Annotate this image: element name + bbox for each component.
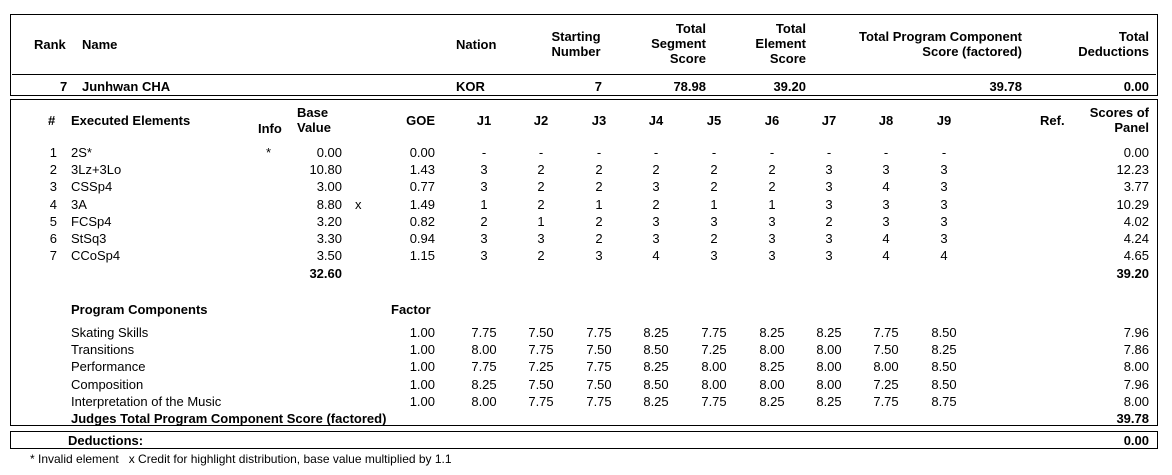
judge-score: 8.50 — [931, 376, 957, 392]
judge-score: 3 — [480, 231, 488, 246]
element-code: 3A — [71, 196, 87, 212]
judge-score: 2 — [768, 179, 776, 195]
element-base-value: 3.30 — [316, 231, 342, 246]
element-mark: x — [355, 196, 362, 212]
judge-score: 3 — [710, 213, 718, 229]
element-number: 6 — [49, 231, 57, 246]
judge-score: 3 — [825, 248, 833, 264]
judge-score: 8.00 — [701, 359, 727, 375]
judge-score: 7.75 — [701, 393, 727, 409]
judge-score: - — [653, 145, 659, 160]
judge-score: 3 — [882, 162, 890, 178]
col-goe-header: GOE — [406, 113, 435, 128]
deductions-label: Deductions: — [68, 433, 144, 448]
judge-score: 2 — [537, 162, 545, 178]
judge-score: 8.25 — [759, 359, 785, 375]
judge-score: 8.25 — [471, 376, 497, 392]
element-number: 7 — [49, 248, 57, 264]
judge-score: 8.00 — [701, 376, 727, 392]
judge-score: 8.00 — [471, 393, 497, 409]
judge-score: 3 — [537, 231, 545, 246]
judge-score: 3 — [652, 213, 660, 229]
judge-score: 8.00 — [873, 359, 899, 375]
judge-score: 1 — [710, 196, 718, 212]
skater-name: Junhwan CHA — [82, 79, 171, 94]
judge-score: 7.25 — [701, 342, 727, 358]
factor-header: Factor — [391, 302, 431, 317]
nation-label: Nation — [456, 37, 497, 52]
judge-score: 2 — [537, 196, 545, 212]
judge-score: 2 — [825, 213, 833, 229]
element-panel-score: 0.00 — [1123, 145, 1149, 160]
component-name: Performance — [71, 359, 146, 375]
judge-header-7: J7 — [821, 113, 837, 128]
judge-score: 1 — [768, 196, 776, 212]
component-factor: 1.00 — [409, 393, 435, 409]
name-label: Name — [82, 37, 118, 52]
elements-panel-total: 39.20 — [1116, 266, 1149, 281]
judge-score: 7.75 — [586, 325, 612, 340]
judge-score: 8.50 — [643, 342, 669, 358]
judge-score: 2 — [652, 196, 660, 212]
total-segment-score-label: Total Segment Score — [651, 21, 706, 66]
element-goe: 1.43 — [409, 162, 435, 178]
component-name: Transitions — [71, 342, 135, 358]
judge-score: 1 — [537, 213, 545, 229]
judge-score: - — [769, 145, 775, 160]
judge-score: - — [596, 145, 602, 160]
skater-deductions: 0.00 — [1123, 79, 1149, 94]
component-panel-score: 8.00 — [1123, 393, 1149, 409]
judge-score: 3 — [825, 196, 833, 212]
total-element-score-label: Total Element Score — [755, 21, 806, 66]
judge-score: 3 — [480, 179, 488, 195]
element-info: * — [266, 145, 272, 160]
judge-score: 2 — [710, 231, 718, 246]
pcs-total-label: Judges Total Program Component Score (factored) — [71, 411, 387, 426]
element-base-value: 8.80 — [316, 196, 342, 212]
judge-score: - — [941, 145, 947, 160]
judge-score: 2 — [768, 162, 776, 178]
element-code: StSq3 — [71, 231, 107, 246]
judge-score: 8.25 — [816, 325, 842, 340]
skater-tss: 78.98 — [673, 79, 706, 94]
judge-score: 8.00 — [471, 342, 497, 358]
judge-score: 7.50 — [528, 325, 554, 340]
judge-score: 2 — [480, 213, 488, 229]
element-code: 3Lz+3Lo — [71, 162, 122, 178]
skater-tes: 39.20 — [773, 79, 806, 94]
judge-header-5: J5 — [706, 113, 722, 128]
program-components-title: Program Components — [71, 302, 208, 317]
judge-score: 7.75 — [873, 325, 899, 340]
judge-score: - — [826, 145, 832, 160]
judge-score: 2 — [537, 248, 545, 264]
component-factor: 1.00 — [409, 342, 435, 358]
col-number-header: # — [48, 113, 56, 128]
judge-score: 7.75 — [701, 325, 727, 340]
judge-score: 3 — [940, 231, 948, 246]
judge-score: 7.50 — [873, 342, 899, 358]
judge-score: 7.75 — [586, 393, 612, 409]
judge-score: - — [883, 145, 889, 160]
judge-score: 3 — [480, 162, 488, 178]
judge-score: 3 — [595, 248, 603, 264]
judge-score: 2 — [595, 179, 603, 195]
judge-score: 2 — [710, 162, 718, 178]
judge-score: 8.50 — [643, 376, 669, 392]
element-code: 2S* — [71, 145, 92, 160]
judge-score: 7.50 — [586, 342, 612, 358]
judge-score: 2 — [595, 213, 603, 229]
judge-score: 3 — [652, 179, 660, 195]
judge-header-3: J3 — [591, 113, 607, 128]
judge-score: 7.50 — [586, 376, 612, 392]
element-base-value: 3.00 — [316, 179, 342, 195]
judge-score: 3 — [768, 248, 776, 264]
judge-score: 3 — [710, 248, 718, 264]
judge-header-1: J1 — [476, 113, 492, 128]
element-goe: 0.77 — [409, 179, 435, 195]
judge-header-8: J8 — [878, 113, 894, 128]
element-panel-score: 3.77 — [1123, 179, 1149, 195]
judge-score: 7.75 — [471, 325, 497, 340]
element-goe: 0.94 — [409, 231, 435, 246]
element-goe: 0.82 — [409, 213, 435, 229]
element-code: FCSp4 — [71, 213, 112, 229]
col-panel-header: Scores of Panel — [1089, 105, 1149, 135]
element-goe: 0.00 — [409, 145, 435, 160]
judge-score: 7.25 — [873, 376, 899, 392]
judge-score: 2 — [652, 162, 660, 178]
judge-score: 7.75 — [528, 342, 554, 358]
judge-score: 8.50 — [931, 359, 957, 375]
col-base-header: Base Value — [297, 105, 331, 135]
component-panel-score: 8.00 — [1123, 359, 1149, 375]
element-panel-score: 4.02 — [1123, 213, 1149, 229]
skater-starting-number: 7 — [594, 79, 602, 94]
component-name: Interpretation of the Music — [71, 393, 222, 409]
skater-nation: KOR — [456, 79, 485, 94]
total-deductions-label: Total Deductions — [1078, 29, 1149, 59]
judge-score: 3 — [940, 162, 948, 178]
component-factor: 1.00 — [409, 376, 435, 392]
judge-score: 8.25 — [816, 393, 842, 409]
judge-score: 7.75 — [873, 393, 899, 409]
element-goe: 1.49 — [409, 196, 435, 212]
judge-score: 3 — [882, 213, 890, 229]
element-panel-score: 4.65 — [1123, 248, 1149, 264]
judge-score: 8.75 — [931, 393, 957, 409]
element-goe: 1.15 — [409, 248, 435, 264]
judge-score: 3 — [940, 179, 948, 195]
element-base-value: 10.80 — [309, 162, 342, 178]
component-panel-score: 7.96 — [1123, 376, 1149, 392]
component-panel-score: 7.96 — [1123, 325, 1149, 340]
judge-header-9: J9 — [936, 113, 952, 128]
element-code: CSSp4 — [71, 179, 113, 195]
judge-score: 2 — [595, 231, 603, 246]
element-number: 2 — [49, 162, 57, 178]
col-info-header: Info — [258, 121, 282, 136]
element-base-value: 3.50 — [316, 248, 342, 264]
judge-score: 4 — [882, 179, 890, 195]
base-value-total: 32.60 — [309, 266, 342, 281]
judge-score: 8.50 — [931, 325, 957, 340]
element-panel-score: 12.23 — [1116, 162, 1149, 178]
judge-score: 3 — [652, 231, 660, 246]
element-number: 5 — [49, 213, 57, 229]
element-base-value: 0.00 — [316, 145, 342, 160]
component-name: Composition — [71, 376, 144, 392]
element-panel-score: 4.24 — [1123, 231, 1149, 246]
element-number: 1 — [49, 145, 57, 160]
judge-score: 3 — [825, 231, 833, 246]
judge-score: 3 — [480, 248, 488, 264]
element-panel-score: 10.29 — [1116, 196, 1149, 212]
judge-score: 8.25 — [643, 359, 669, 375]
judge-score: 3 — [940, 196, 948, 212]
skater-rank: 7 — [60, 79, 68, 94]
col-ref-header: Ref. — [1040, 113, 1065, 128]
judge-score: 3 — [825, 179, 833, 195]
judge-score: - — [711, 145, 717, 160]
judge-score: 2 — [710, 179, 718, 195]
judge-score: 7.25 — [528, 359, 554, 375]
judge-score: 7.50 — [528, 376, 554, 392]
judge-score: - — [481, 145, 487, 160]
judge-score: 8.00 — [816, 342, 842, 358]
judge-score: 7.75 — [586, 359, 612, 375]
judge-score: 8.00 — [816, 376, 842, 392]
judge-score: 8.00 — [816, 359, 842, 375]
element-number: 4 — [49, 196, 57, 212]
judge-score: 4 — [882, 231, 890, 246]
judge-score: 8.25 — [759, 325, 785, 340]
judge-score: 3 — [882, 196, 890, 212]
col-element-header: Executed Elements — [71, 113, 191, 128]
judge-score: 8.25 — [643, 393, 669, 409]
element-base-value: 3.20 — [316, 213, 342, 229]
component-factor: 1.00 — [409, 359, 435, 375]
judge-score: 7.75 — [471, 359, 497, 375]
judge-score: 4 — [882, 248, 890, 264]
judge-score: 1 — [595, 196, 603, 212]
judge-score: 8.00 — [759, 342, 785, 358]
element-code: CCoSp4 — [71, 248, 121, 264]
skater-pcs: 39.78 — [989, 79, 1022, 94]
pcs-total-value: 39.78 — [1116, 411, 1149, 426]
deductions-value: 0.00 — [1123, 433, 1149, 448]
judge-score: 7.75 — [528, 393, 554, 409]
judge-score: 4 — [652, 248, 660, 264]
component-name: Skating Skills — [71, 325, 149, 340]
judge-score: 1 — [480, 196, 488, 212]
judge-score: 8.00 — [759, 376, 785, 392]
rank-label: Rank — [34, 37, 66, 52]
judge-score: 2 — [595, 162, 603, 178]
judge-header-6: J6 — [764, 113, 780, 128]
judge-header-4: J4 — [648, 113, 664, 128]
footnote: * Invalid element x Credit for highlight distribution, base value multiplied by 1.1 — [30, 452, 452, 466]
judge-score: 8.25 — [931, 342, 957, 358]
judge-score: 4 — [940, 248, 948, 264]
component-factor: 1.00 — [409, 325, 435, 340]
judge-score: 3 — [940, 213, 948, 229]
judge-score: 3 — [825, 162, 833, 178]
judge-score: 2 — [537, 179, 545, 195]
deductions-box — [10, 431, 1158, 449]
element-number: 3 — [49, 179, 57, 195]
judge-score: 8.25 — [759, 393, 785, 409]
header-divider — [12, 74, 1156, 75]
judge-score: - — [538, 145, 544, 160]
judge-score: 8.25 — [643, 325, 669, 340]
judge-score: 3 — [768, 231, 776, 246]
component-panel-score: 7.86 — [1123, 342, 1149, 358]
total-pcs-label: Total Program Component Score (factored) — [859, 29, 1022, 59]
judge-score: 3 — [768, 213, 776, 229]
judge-header-2: J2 — [533, 113, 549, 128]
starting-number-label: Starting Number — [551, 29, 601, 59]
